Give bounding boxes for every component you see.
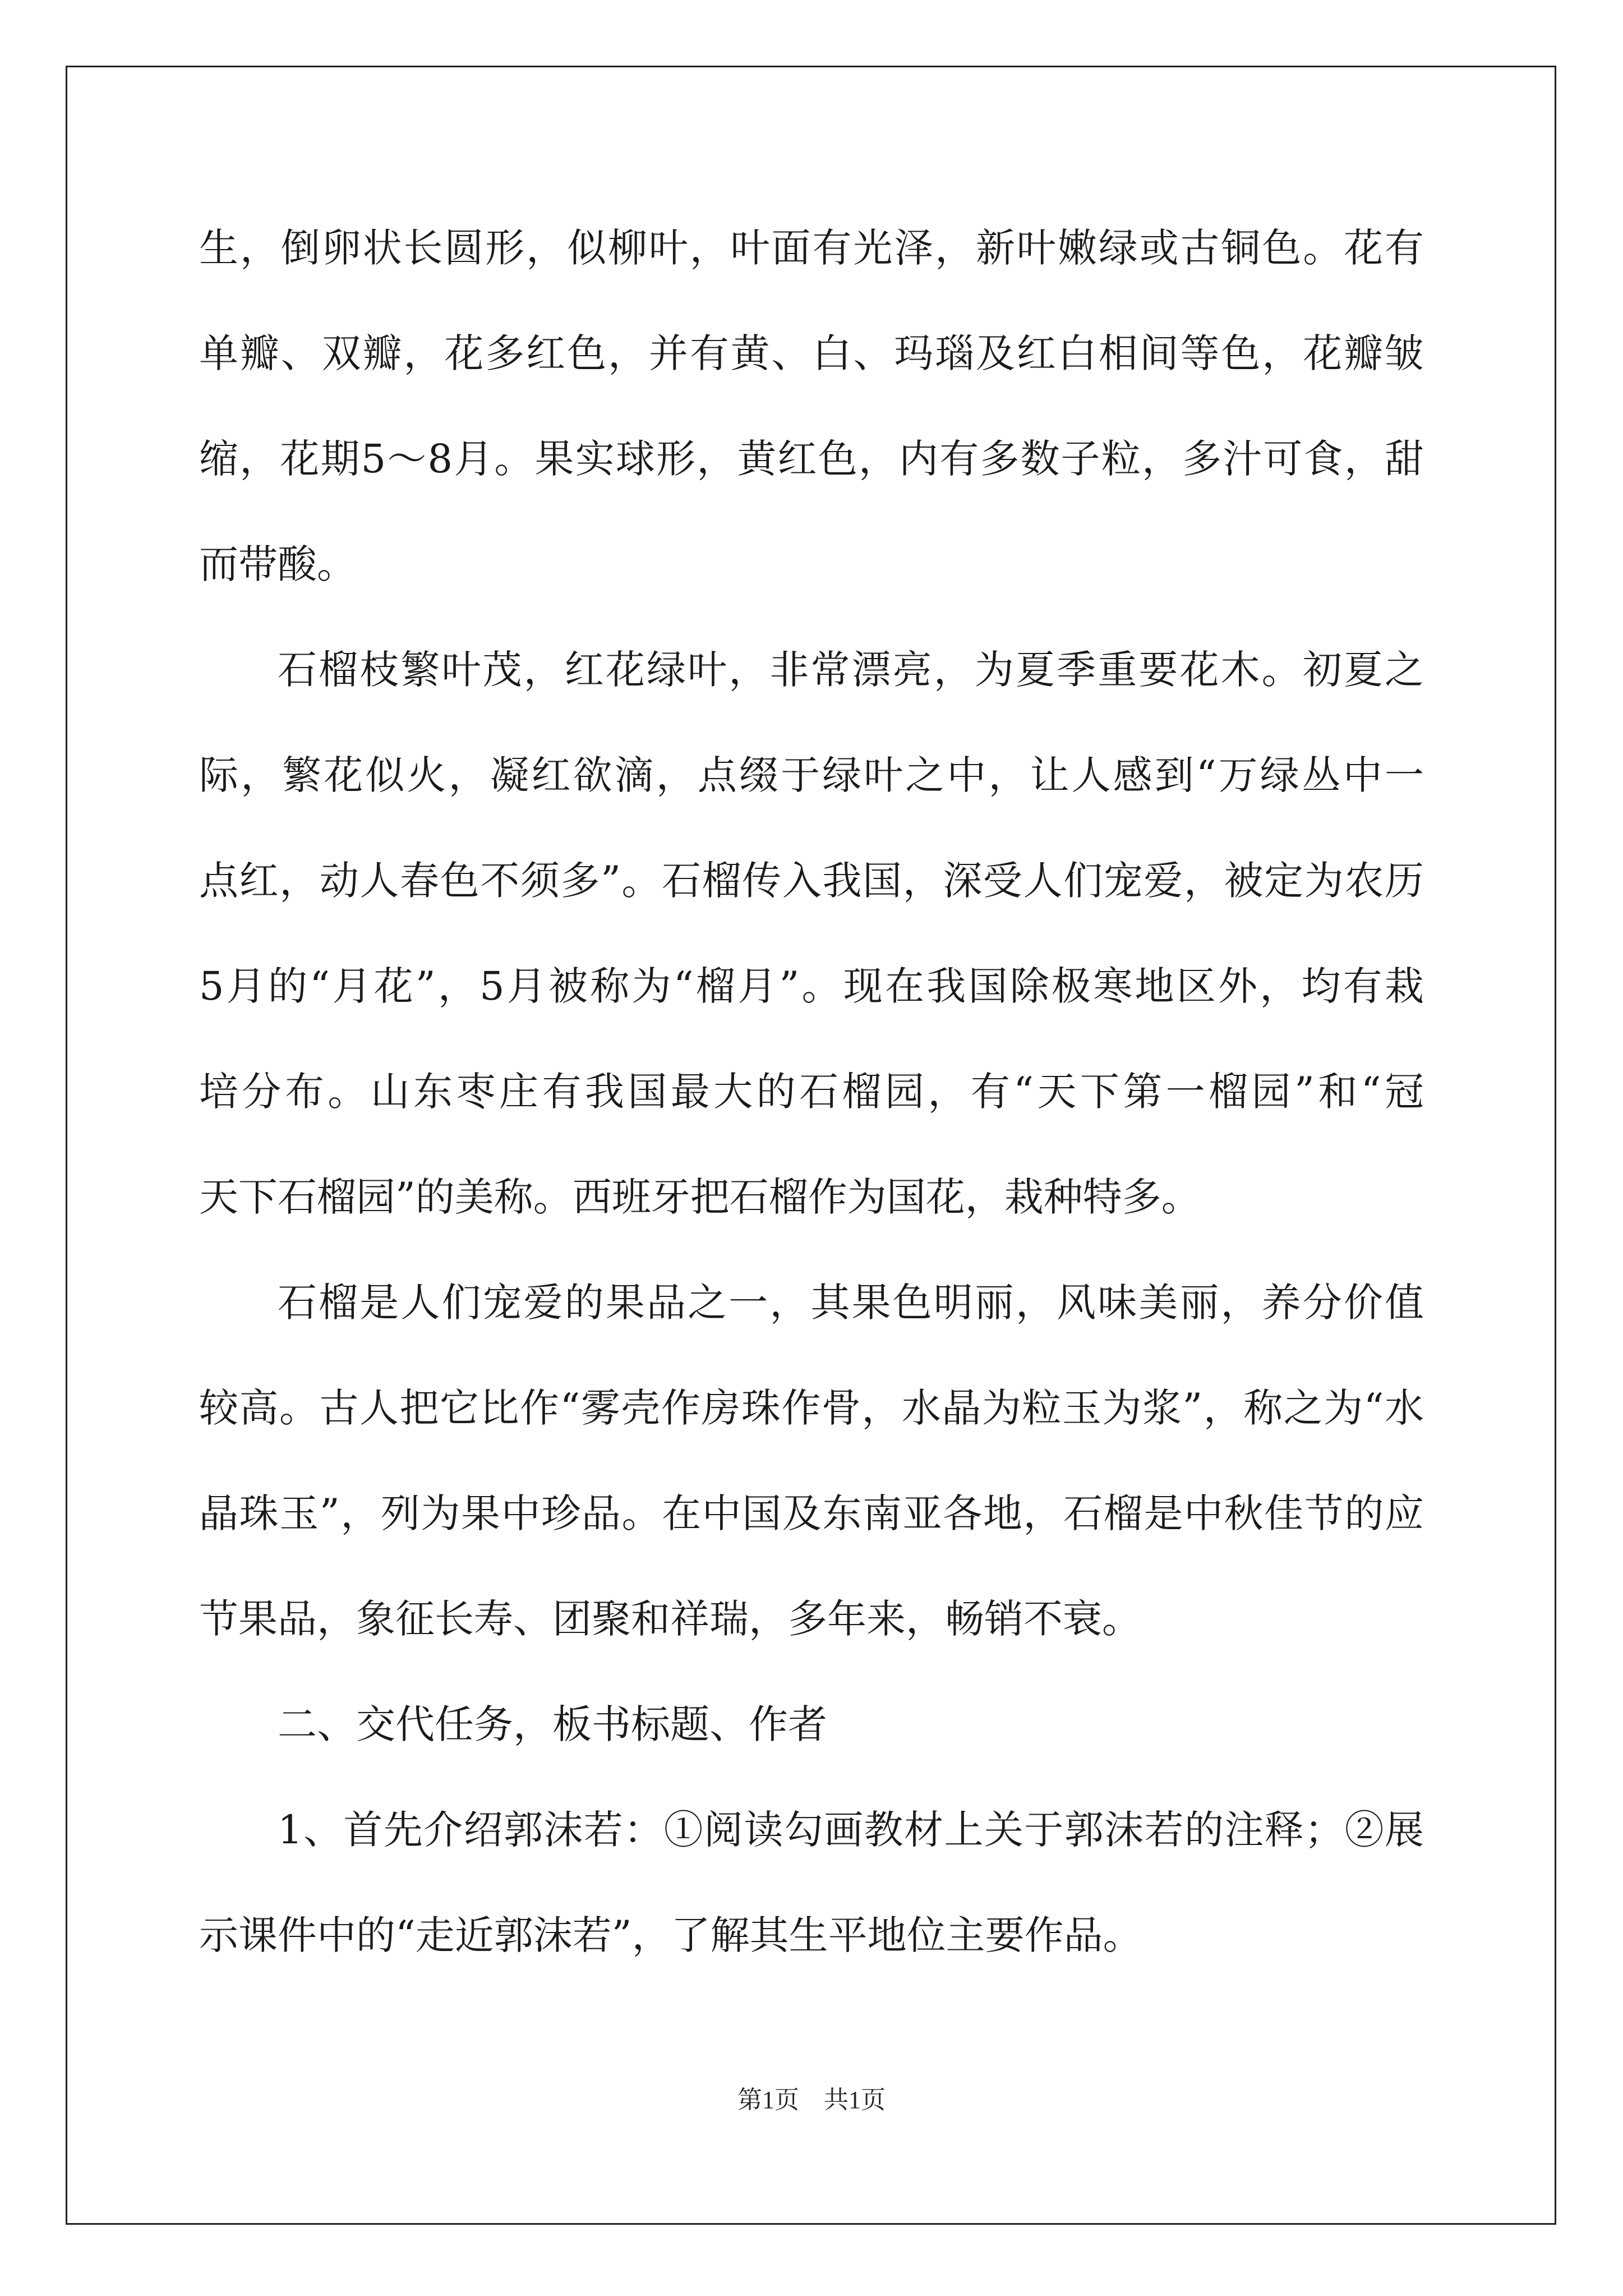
paragraph-line: 际，繁花似火，凝红欲滴，点缀于绿叶之中，让人感到“万绿丛中一 [199,752,1424,798]
paragraph-line: 单瓣、双瓣，花多红色，并有黄、白、玛瑙及红白相间等色，花瓣皱 [199,330,1424,376]
paragraph-line: 示课件中的“走近郭沫若”，了解其生平地位主要作品。 [199,1912,1142,1958]
section-heading: 二、交代任务，板书标题、作者 [278,1701,827,1747]
paragraph-line: 晶珠玉”，列为果中珍品。在中国及东南亚各地，石榴是中秋佳节的应 [199,1490,1424,1536]
paragraph-line: 节果品，象征长寿、团聚和祥瑞，多年来，畅销不衰。 [199,1596,1141,1642]
paragraph-line: 5月的“月花”，5月被称为“榴月”。现在我国除极寒地区外，均有栽 [199,963,1424,1009]
paragraph-line: 缩，花期5～8月。果实球形，黄红色，内有多数子粒，多汁可食，甜 [199,436,1424,482]
paragraph-line: 生，倒卵状长圆形，似柳叶，叶面有光泽，新叶嫩绿或古铜色。花有 [199,225,1424,271]
paragraph-line: 培分布。山东枣庄有我国最大的石榴园，有“天下第一榴园”和“冠 [199,1069,1424,1115]
paragraph-line: 点红，动人春色不须多”。石榴传入我国，深受人们宠爱，被定为农历 [199,858,1424,904]
paragraph-line: 较高。古人把它比作“雾壳作房珠作骨，水晶为粒玉为浆”，称之为“水 [199,1385,1424,1431]
page-border [66,66,1556,2225]
paragraph-line: 1、首先介绍郭沫若：①阅读勾画教材上关于郭沫若的注释；②展 [278,1807,1424,1853]
page-number-footer: 第1页 共1页 [737,2086,886,2114]
paragraph-line: 石榴枝繁叶茂，红花绿叶，非常漂亮，为夏季重要花木。初夏之 [278,647,1424,693]
paragraph-line: 石榴是人们宠爱的果品之一，其果色明丽，风味美丽，养分价值 [278,1280,1424,1326]
paragraph-line: 天下石榴园”的美称。西班牙把石榴作为国花，栽种特多。 [199,1174,1201,1220]
paragraph-line: 而带酸。 [199,541,356,587]
